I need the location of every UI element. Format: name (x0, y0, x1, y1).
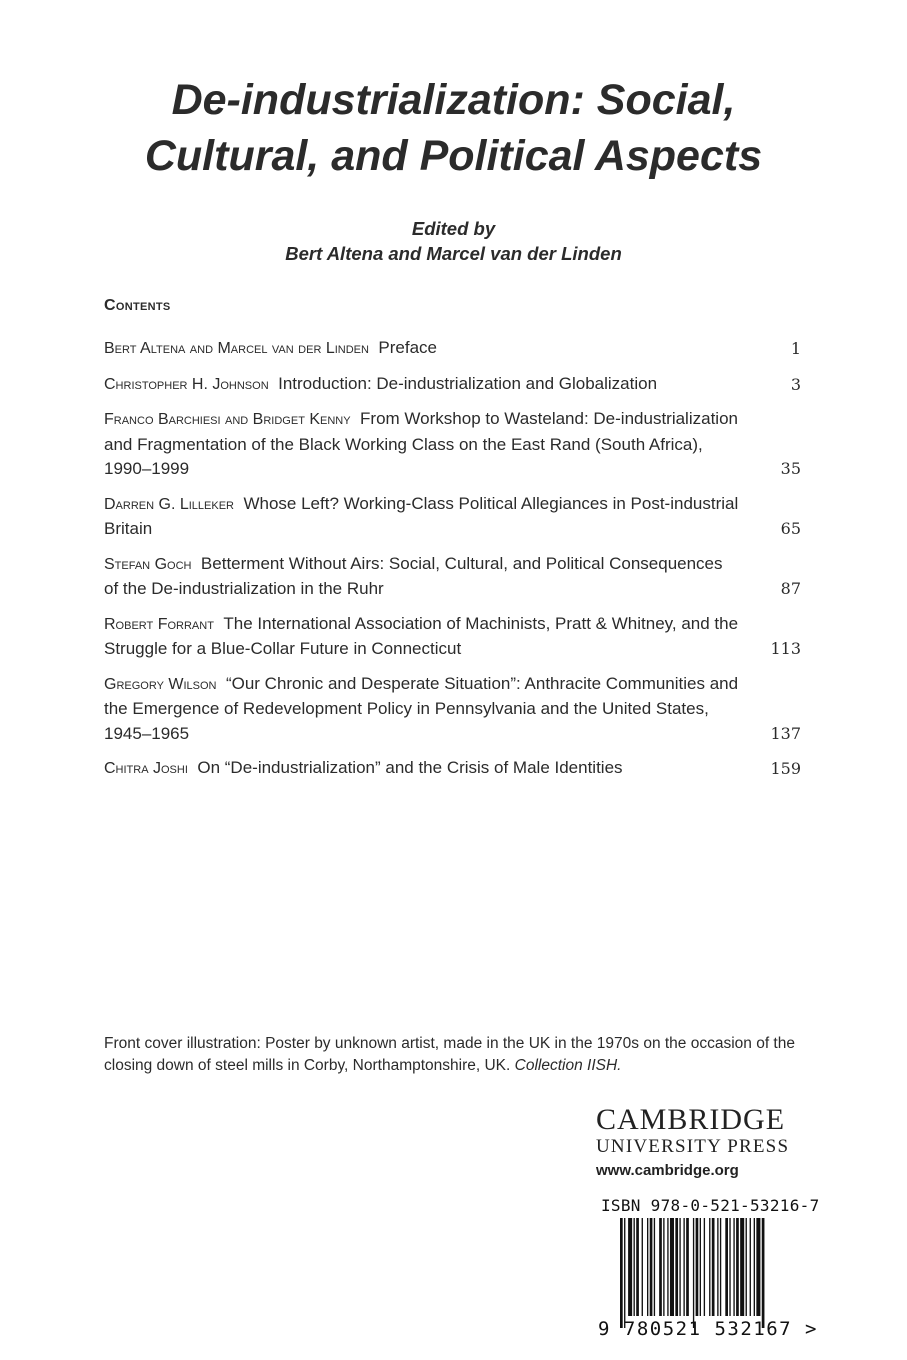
barcode-bar (740, 1218, 744, 1316)
toc-entry-author: Darren G. Lilleker (104, 495, 234, 513)
barcode-bar (628, 1218, 632, 1316)
toc-entry-page: 113 (770, 639, 801, 658)
barcode-bar (659, 1218, 662, 1316)
barcode-bar (750, 1218, 751, 1316)
toc-entry-author: Christopher H. Johnson (104, 375, 269, 393)
book-title-line-2: Cultural, and Political Aspects (144, 132, 763, 180)
barcode-bar (756, 1218, 760, 1316)
cover-note-collection: Collection IISH. (514, 1057, 622, 1074)
barcode-bar (729, 1218, 730, 1316)
toc-entry-page: 159 (770, 759, 801, 778)
toc-entry-author: Gregory Wilson (104, 675, 217, 693)
cover-illustration-note (104, 1033, 804, 1077)
table-of-contents (104, 336, 801, 792)
toc-entry (104, 552, 801, 602)
toc-entry (104, 612, 801, 662)
toc-entry-page: 87 (780, 579, 801, 598)
barcode-bar (733, 1218, 734, 1316)
toc-entry-title: On “De-industrialization” and the Crisis of Male Identities (197, 758, 623, 777)
barcode-bar (683, 1218, 684, 1316)
toc-entry-title: From Workshop to Wasteland: De-industrialization and Fragmentation of the Black Working Class on the East Rand (South Africa), 1990–1999 (104, 409, 738, 478)
barcode-bar (696, 1218, 699, 1316)
publisher-logo (596, 1104, 826, 1184)
barcode-bar (624, 1218, 625, 1328)
publisher-url: www.cambridge.org (596, 1162, 739, 1179)
barcode-bar (712, 1218, 715, 1316)
toc-entry-page: 35 (780, 459, 801, 478)
barcode-bar (725, 1218, 728, 1316)
publisher-name: CAMBRIDGE (596, 1103, 786, 1136)
toc-entry (104, 756, 801, 782)
publisher-subtitle: UNIVERSITY PRESS (596, 1136, 790, 1157)
barcode-bar (720, 1218, 721, 1316)
barcode-bar (717, 1218, 718, 1316)
barcode-bar (700, 1218, 701, 1316)
toc-entry-title: The International Association of Machinists, Pratt & Whitney, and the Struggle for a Blue-Collar Future in Connecticut (104, 613, 739, 658)
barcode-bar (686, 1218, 689, 1316)
barcode-bar (746, 1218, 747, 1316)
toc-entry-title: “Our Chronic and Desperate Situation”: Anthracite Communities and the Emergence of Redevelopment Policy in Pennsylvania and the United States, 1945–1965 (104, 673, 739, 743)
barcode-bar (620, 1218, 623, 1328)
barcode-bar (647, 1218, 648, 1316)
toc-entry (104, 372, 801, 398)
toc-entry-page: 1 (790, 339, 801, 358)
contents-heading: Contents (104, 297, 171, 314)
editors-block (0, 216, 907, 266)
barcode-bar (650, 1218, 653, 1316)
barcode-bar (762, 1218, 765, 1328)
toc-entry (104, 672, 801, 747)
toc-entry-page: 65 (780, 519, 801, 538)
editors-names: Bert Altena and Marcel van der Linden (285, 243, 622, 264)
toc-entry-page: 137 (770, 723, 801, 743)
toc-entry (104, 492, 801, 542)
barcode-digits: 9 780521 532167 > (598, 1318, 818, 1340)
toc-entry-page: 3 (790, 374, 801, 394)
barcode-bar (667, 1218, 668, 1316)
barcode-bar (634, 1218, 635, 1316)
toc-entry-author: Bert Altena and Marcel van der Linden (104, 340, 369, 357)
toc-entry-title: Preface (378, 338, 437, 357)
barcode-bar (736, 1218, 739, 1316)
toc-entry-author: Stefan Goch (104, 555, 192, 573)
barcode-bar (663, 1218, 664, 1316)
book-title (0, 72, 907, 184)
barcode-bar (754, 1218, 755, 1316)
toc-entry (104, 336, 801, 362)
barcode-bar (709, 1218, 710, 1316)
isbn-label: ISBN 978-0-521-53216-7 (601, 1196, 820, 1215)
edited-by-label: Edited by (411, 218, 496, 239)
barcode-bar (675, 1218, 678, 1316)
toc-entry-title: Whose Left? Working-Class Political Allegiances in Post-industrial Britain (104, 493, 739, 538)
toc-entry-author: Chitra Joshi (104, 760, 188, 777)
toc-entry (104, 407, 801, 482)
barcode-bar (670, 1218, 674, 1316)
toc-entry-title: Betterment Without Airs: Social, Cultural, and Political Consequences of the De-industrialization in the Ruhr (104, 553, 723, 598)
toc-entry-author: Robert Forrant (104, 615, 214, 633)
toc-entry-author: Franco Barchiesi and Bridget Kenny (104, 411, 351, 428)
barcode-bar (636, 1218, 639, 1316)
barcode-bar (704, 1218, 705, 1316)
barcode-bar (654, 1218, 655, 1316)
barcode-bar (642, 1218, 643, 1316)
book-title-line-1: De-industrialization: Social, (171, 76, 736, 124)
barcode-bar (679, 1218, 680, 1316)
toc-entry-title: Introduction: De-industrialization and Globalization (278, 373, 658, 393)
cover-note-text: Front cover illustration: Poster by unknown artist, made in the UK in the 1970s on the occasion of the closing down of steel mills in Corby, Northamptonshire, UK. (104, 1035, 795, 1074)
barcode-bar (693, 1218, 694, 1328)
